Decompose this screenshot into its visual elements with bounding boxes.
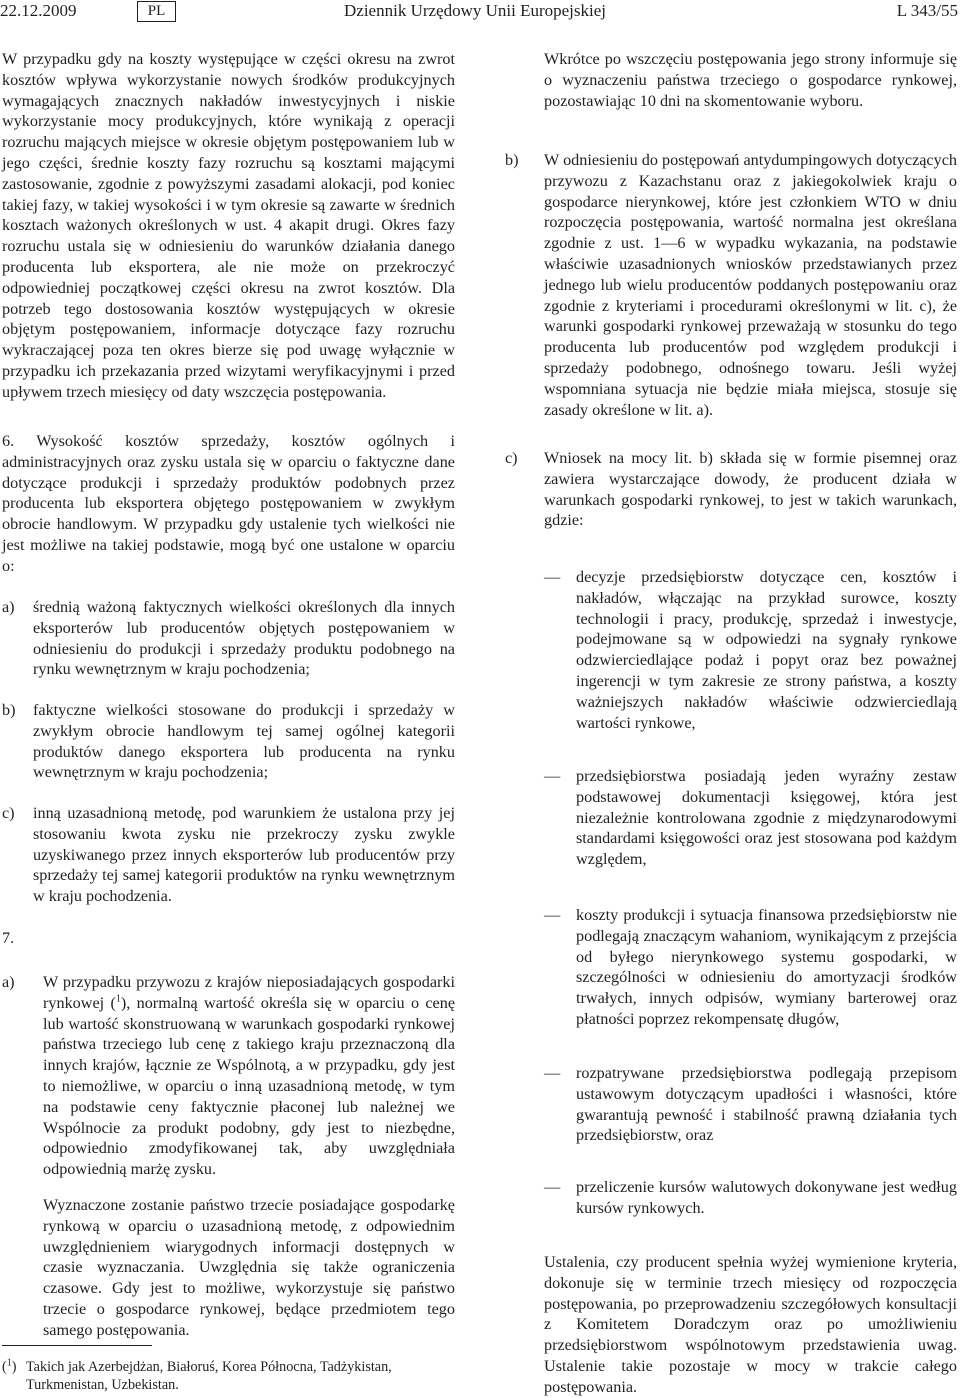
item-7a-text-end: ), normalną wartość określa się w oparciu o cenę lub wartość skonstruowaną w warunkach gospodarki rynkowej państwa trzeciego lub cenę z takiego kraju przeznaczoną dla innych krajów, łącznie ze Wspólnotą, a w przypadku, gdy jest to niemożliwe, w oparciu o inną uzasadnioną metodę, w tym na podstawie ceny faktycznie płaconej lub należnej we Wspólnocie za produkt podobny, gdy jest to niezbędne, odpowiednio zmodyfikowanej tak, aby uwzględniała odpowiednią marżę zysku. [43,993,456,1179]
dash-marker-5: — [544,1178,561,1196]
item-c-label: c) [2,804,15,822]
item-a-text: średnią ważoną faktycznych wielkości określonych dla innych eksporterów lub producentów objętych postępowaniem w odniesieniu do produkcji i sprzedaży produktu podobnego na rynku wewnętrznym w kraju pochodzenia; [33,598,455,679]
footnote-text: Takich jak Azerbejdżan, Białoruś, Korea Północna, Tadżykistan, Turkmenistan, Uzbekistan. [26,1359,392,1393]
item-b-label: b) [2,701,16,719]
footnote-marker: ($^1$) [2,1357,17,1375]
criterion-3: koszty produkcji i sytuacja finansowa przedsiębiorstw nie podlegają znaczącym wahaniom, wynikającym z przejścia od byłego nierynkowego systemu gospodarki, w szczególności w odniesieniu do amortyzacji środków trwałych, innych odpisów, wymiany barterowej oraz płatności poprzez rekompensatę długów, [576,906,957,1028]
criterion-1: decyzje przedsiębiorstw dotyczące cen, kosztów i nakładów, włączając na przykład surowce, koszty technologii i pracy, produkcję, sprzedaż i inwestycje, podejmowane są w odpowiedzi na sygnały rynkowe odzwierciedlające podaż i popyt oraz bez poważnej ingerencji w tym zakresie ze strony państwa, a koszty ważniejszych nakładów właściwie odzwierciedlają wartości rynkowe, [576,568,957,732]
item-7a-label: a) [2,973,15,991]
journal-title: Dziennik Urzędowy Unii Europejskiej [344,1,607,20]
item-7a-text [43,972,455,1180]
item-7c-text: Wniosek na mocy lit. b) składa się w formie pisemnej oraz zawiera wystarczające dowody, że producent działa w warunkach gospodarki rynkowej, to jest w takich warunkach, gdzie: [544,449,957,530]
item-c-text: inną uzasadnioną metodę, pod warunkiem że ustalona przy jej stosowaniu kwota zysku nie przekroczy zysku zwykle uzyskiwanego przez innych eksporterów lub producentów przy sprzedaży tej samej kategorii produktów na rynku wewnętrznym w kraju pochodzenia. [33,804,455,906]
item-7c-label: c) [505,449,518,467]
footnote-separator [2,1345,152,1346]
dash-marker-1: — [544,568,561,586]
dash-marker-2: — [544,767,561,785]
criterion-5: przeliczenie kursów walutowych dokonywane jest według kursów rynkowych. [576,1178,957,1217]
item-a-label: a) [2,598,15,616]
section-7-number: 7. [2,929,15,947]
paragraph-start-up-costs: W przypadku gdy na koszty występujące w części okresu na zwrot kosztów wpływa wykorzystanie nowych środków produkcyjnych wymagających znacznych nakładów inwestycyjnych i niskie wykorzystanie mocy produkcyjnych, które wynikają z operacji rozruchu mających miejsce w okresie objętym postępowaniem lub w jego części, średnie koszty fazy rozruchu są kosztami mającymi zastosowanie, zgodnie z powyższymi zasadami alokacji, pod koniec takiej fazy, w takiej wysokości i w tym okresie są zawarte w średnich kosztach ważonych określonych w ust. 4 akapit drugi. Okres fazy rozruchu ustala się w odniesieniu do warunków działania danego producenta lub eksportera, ale nie może on przekroczyć odpowiedniej początkowej części okresu na zwrot kosztów. Dla potrzeb tego dostosowania kosztów występujących w okresie objętym postępowaniem, informacje dotyczące fazy rozruchu wykraczającej poza ten okres bierze się pod uwagę wyłącznie w przypadku ich przekazania przed wizytami weryfikacyjnymi i przed upływem trzech miesięcy od daty wszczęcia postępowania. [2,50,455,401]
paragraph-third-country-notice: Wkrótce po wszczęciu postępowania jego strony informuje się o wyznaczeniu państwa trzeciego o gospodarce rynkowej, pozostawiając 10 dni na skomentowanie wyboru. [544,50,957,110]
item-7a-continuation: Wyznaczone zostanie państwo trzecie posiadające gospodarkę rynkową w oparciu o uzasadnioną metodę, z odpowiednim uwzględnieniem wiarygodnych informacji dostępnych w czasie wyznaczania. Uwzględnia się także ograniczenia czasowe. Gdy jest to możliwe, wykorzystuje się państwo trzecie o gospodarce rynkowej, będące przedmiotem tego samego postępowania. [43,1196,455,1339]
paragraph-determination: Ustalenia, czy producent spełnia wyżej wymienione kryteria, dokonuje się w terminie trzech miesięcy od rozpoczęcia postępowania, po przeprowadzeniu szczegółowych konsultacji z Komitetem Doradczym oraz po umożliwieniu przedsiębiorstwom wspólnotowym przedstawienia uwag. Ustalenie takie pozostaje w mocy w trakcie całego postępowania. [544,1253,957,1396]
item-b-text: faktyczne wielkości stosowane do produkcji i sprzedaży w zwykłym obrocie handlowym tej samej ogólnej kategorii produktów danego eksportera lub producenta na rynku wewnętrznym w kraju pochodzenia; [33,701,455,782]
item-7b-text: W odniesieniu do postępowań antydumpingowych dotyczących przywozu z Kazachstanu oraz z jakiegokolwiek kraju o gospodarce nierynkowej, które jest członkiem WTO w dniu rozpoczęcia postępowania, wartość normalna jest określana zgodnie z ust. 1—6 w wypadku wykazania, na podstawie właściwie uzasadnionych wniosków przedstawianych przez jednego lub wielu producentów poddanych postępowaniu oraz zgodnie z kryteriami i procedurami określonymi w lit. c), że warunki gospodarki rynkowej przeważają w stosunku do tego producenta lub producentów pod względem produkcji i sprzedaży podobnego, odnośnego towaru. Jeśli wyżej wspomniana sytuacja nie będzie miała miejsca, stosuje się zasady określone w lit. a). [544,151,957,419]
footnote-reference: 1 [115,993,121,1005]
criterion-2: przedsiębiorstwa posiadają jeden wyraźny zestaw podstawowej dokumentacji księgowej, która jest niezależnie kontrolowana zgodnie z międzynarodowymi standardami księgowości oraz jest stosowana pod każdym względem, [576,767,957,869]
language-badge: PL [137,1,176,22]
item-7a-text-start: W przypadku przywozu z krajów nieposiadających gospodarki rynkowej ( [43,973,455,1012]
dash-marker-4: — [544,1064,561,1082]
page-header [0,0,960,26]
criterion-4: rozpatrywane przedsiębiorstwa podlegają przepisom ustawowym dotyczącym upadłości i własności, które gwarantują pewność i stabilność prawną działania tych przedsiębiorstw, oraz [576,1064,957,1145]
footnote-marker-number: 1 [6,1357,12,1369]
item-7b-label: b) [505,151,519,169]
paragraph-6: 6. Wysokość kosztów sprzedaży, kosztów ogólnych i administracyjnych oraz zysku ustala się w oparciu o faktyczne dane dotyczące produkcji i sprzedaży produktów podobnych przez producenta lub eksportera objętego postępowaniem w zwykłym obrocie handlowym. W przypadku gdy ustalenie tych wielkości nie jest możliwe na takiej podstawie, mogą być one ustalone w oparciu o: [2,432,455,575]
publication-date: 22.12.2009 [0,1,77,20]
dash-marker-3: — [544,906,561,924]
page-reference: L 343/55 [896,1,958,20]
